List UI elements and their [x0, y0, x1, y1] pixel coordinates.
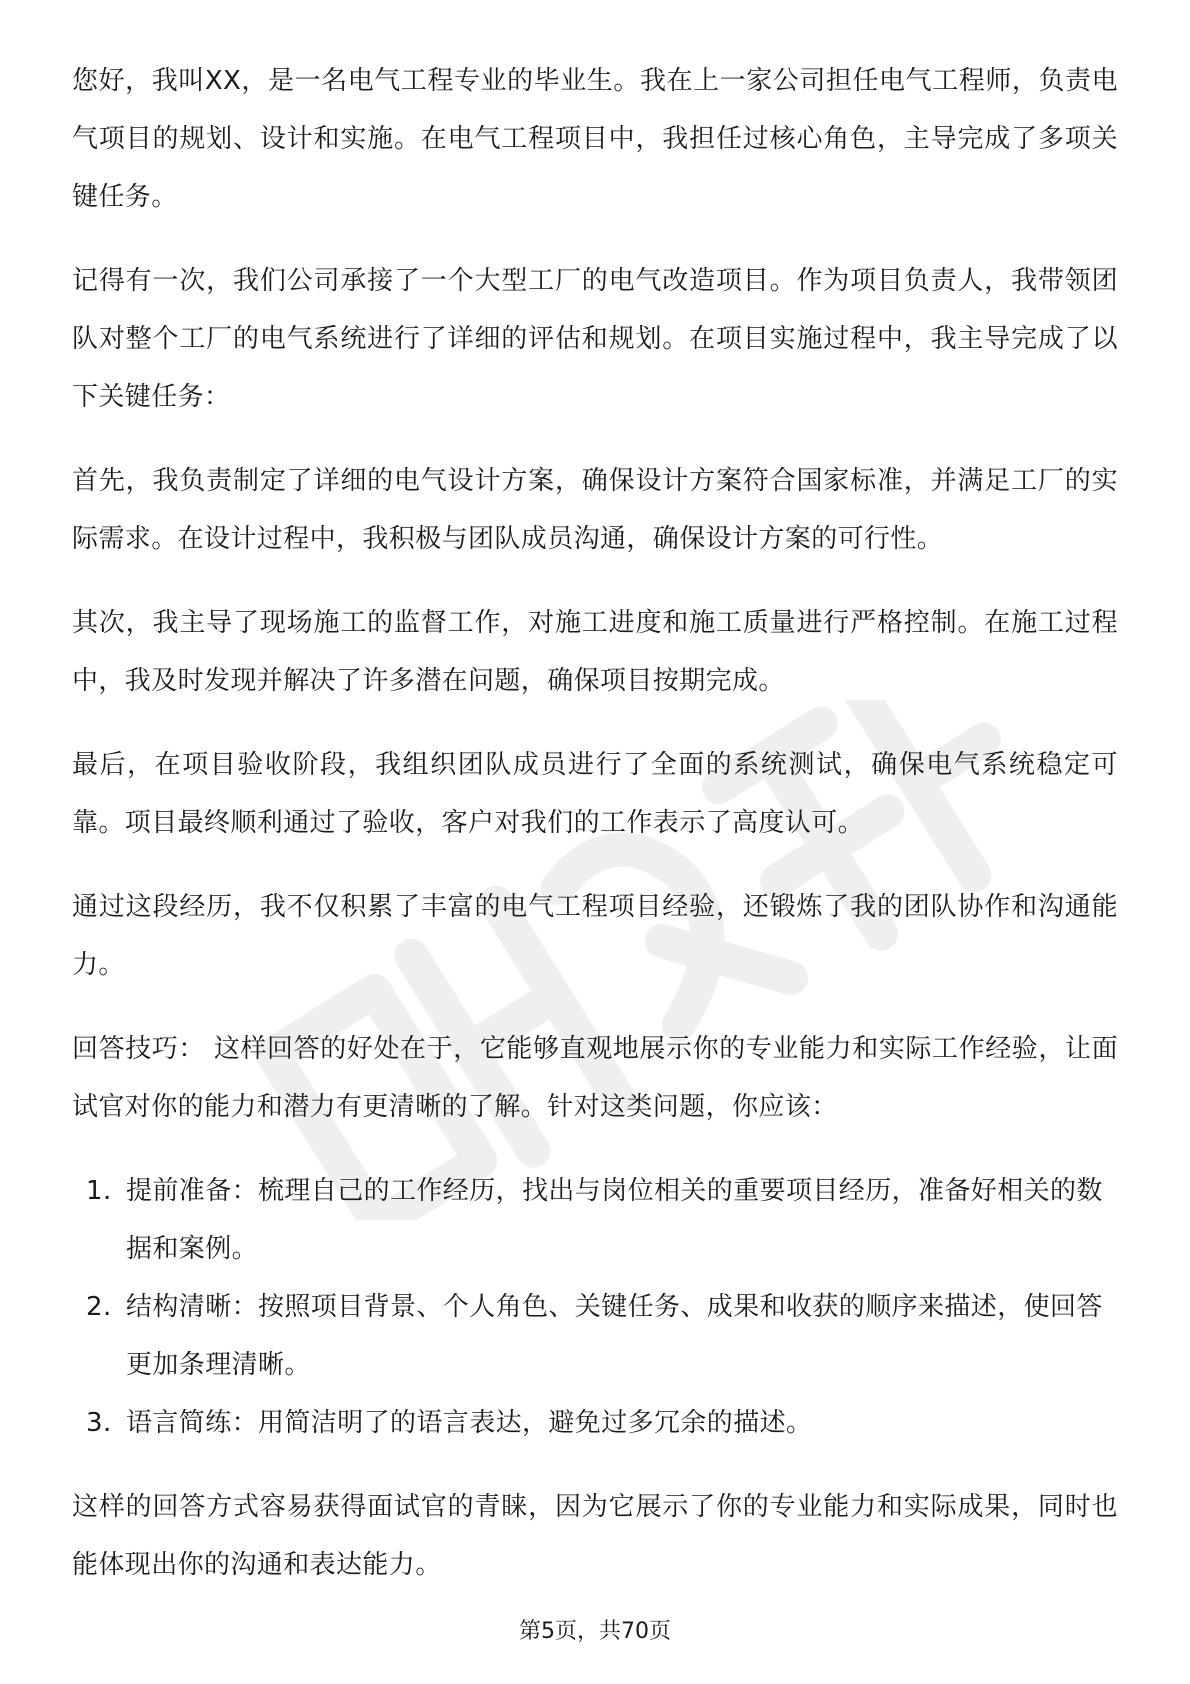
- paragraph-project: 记得有一次，我们公司承接了一个大型工厂的电气改造项目。作为项目负责人，我带领团队对整个工厂的电气系统进行了详细的评估和规划。在项目实施过程中，我主导完成了以下关键任务：: [72, 266, 1118, 412]
- document-page: [72, 52, 1118, 1620]
- list-item: [72, 1394, 1118, 1452]
- paragraph-summary: 通过这段经历，我不仅积累了丰富的电气工程项目经验，还锻炼了我的团队协作和沟通能力。: [72, 892, 1118, 980]
- paragraph-first: 首先，我负责制定了详细的电气设计方案，确保设计方案符合国家标准，并满足工厂的实际需求。在设计过程中，我积极与团队成员沟通，确保设计方案的可行性。: [72, 466, 1118, 554]
- list-text: 提前准备：梳理自己的工作经历，找出与岗位相关的重要项目经历，准备好相关的数据和案例。: [126, 1176, 1103, 1264]
- paragraph-second: 其次，我主导了现场施工的监督工作，对施工进度和施工质量进行严格控制。在施工过程中，我及时发现并解决了许多潜在问题，确保项目按期完成。: [72, 608, 1118, 696]
- paragraph-last: 最后，在项目验收阶段，我组织团队成员进行了全面的系统测试，确保电气系统稳定可靠。项目最终顺利通过了验收，客户对我们的工作表示了高度认可。: [72, 750, 1118, 838]
- list-item: [72, 1162, 1118, 1278]
- list-item: [72, 1278, 1118, 1394]
- tips-list: [72, 1162, 1118, 1452]
- list-text: 语言简练：用简洁明了的语言表达，避免过多冗余的描述。: [126, 1408, 813, 1438]
- paragraph-intro: 您好，我叫XX，是一名电气工程专业的毕业生。我在上一家公司担任电气工程师，负责电气项目的规划、设计和实施。在电气工程项目中，我担任过核心角色，主导完成了多项关键任务。: [72, 66, 1118, 212]
- paragraph-closing: 这样的回答方式容易获得面试官的青睐，因为它展示了你的专业能力和实际成果，同时也能体现出你的沟通和表达能力。: [72, 1492, 1118, 1580]
- paragraph-tips-intro: 回答技巧： 这样回答的好处在于，它能够直观地展示你的专业能力和实际工作经验，让面试官对你的能力和潜力有更清晰的了解。针对这类问题，你应该：: [72, 1034, 1118, 1122]
- list-text: 结构清晰：按照项目背景、个人角色、关键任务、成果和收获的顺序来描述，使回答更加条理清晰。: [126, 1292, 1103, 1380]
- list-number: 1.: [86, 1176, 112, 1206]
- list-number: 2.: [86, 1292, 112, 1322]
- page-number: 第5页，共70页: [519, 1619, 671, 1644]
- list-number: 3.: [86, 1408, 112, 1438]
